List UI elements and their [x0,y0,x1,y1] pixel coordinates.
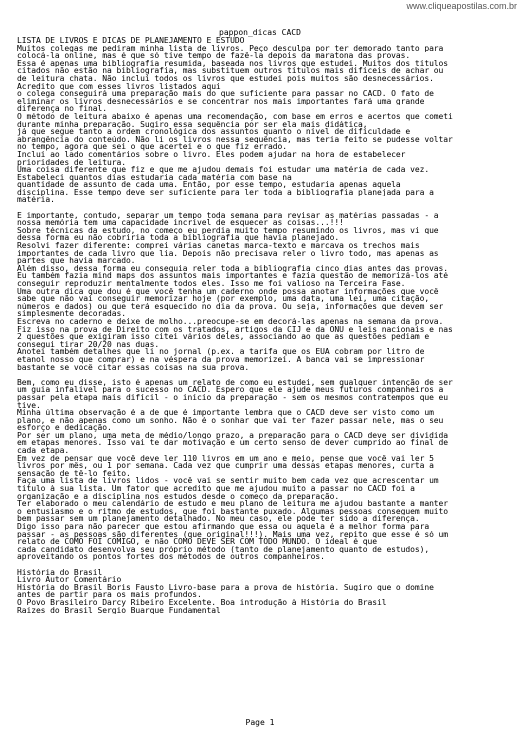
text-line: Por ser um plano, uma meta de médio/longo prazo, a preparação para o CACD deve ser dividida [17,431,449,440]
text-line: Escreva no caderno e deixe de molho...preocupe-se em decorá-las apenas na semana da prova. [17,317,444,326]
text-line: Incluí ao lado comentários sobre o livro. Eles podem ajudar na hora de estabelecer [17,150,406,159]
text-line: o entusiasmo e o ritmo de estudos, que foi bastante puxado. Algumas pessoas conseguem muito [17,507,449,516]
text-line: em etapas menores. Isso vai te dar motivação e um certo senso de dever cumprido ao final de [17,439,449,448]
text-line: Além disso, dessa forma eu conseguia reler toda a bibliografia cinco dias antes das provas. [17,264,449,273]
text-line: matéria. [17,196,55,205]
text-line: etanol nosso que comprar) e na véspera da prova memorizei. A banca vai se impressionar [17,355,425,364]
text-line: Estabeleci quantos dias estudaria cada matéria com base na [17,173,292,182]
text-line: dessa forma eu não cobriria toda a bibliografia que havia planejado. [17,234,340,243]
text-line: 2 questões que exigiram isso citei vários deles, associando ao que as questões pediam e [17,333,430,341]
text-line: bastante se você citar essas coisas na sua prova. [17,363,250,372]
text-line: diferença no final. [17,105,107,113]
text-line: plano, e não apenas como um sonho. Não é o sonhar que vai ter fazer passar nele, mas o seu [17,416,444,425]
text-line: Essa é apenas uma bibliografia resumida, baseada nos livros que estudei. Muitos dos títulos [17,59,449,68]
text-line: eliminar os livros desnecessários e se concentrar nos mais importantes fará uma grande [17,97,425,106]
text-line: quantidade de assunto de cada uma. Então, por esse tempo, estudaria apenas aquela [17,181,401,189]
text-line: organização e a disciplina nos estudos desde o começo da preparação. [17,492,340,501]
text-line: Uma coisa diferente que fiz e que me ajudou demais foi estudar uma matéria de cada vez. [17,166,430,174]
text-line: nossa memória tem uma capacidade incrível de esquecer as coisas...!!! [17,219,344,227]
text-line: já que segue tanto a ordem cronológica dos assuntos quanto o nível de dificuldade e [17,128,411,136]
text-line: O método de leitura abaixo é apenas uma recomendação, com base em erros e acertos que cometi [17,112,453,121]
text-line: Anotei também detalhes que li no jornal (p.ex. a tarifa que os EUA cobram por litro de [17,348,425,356]
paragraph-gap [17,561,509,569]
text-line: livros por mês, ou 1 por semana. Cada vez que cumprir uma dessas etapas menores, curta a [17,462,434,470]
text-line: História do Brasil [17,568,103,577]
text-line: Bem, como eu disse, isto é apenas um relato de como eu estudei, sem qualquer intenção de ser [17,378,453,387]
text-line: consegui tirar 20/20 nas duas. [17,340,160,349]
text-line: passar - as pessoas são diferentes (que original!!!). Mais uma vez, repito que esse é só um [17,530,449,539]
text-line: cada etapa. [17,447,70,455]
text-line: Sobre técnicas da estudo, no começo eu perdia muito tempo resumindo os livros, mas vi que [17,226,439,235]
text-line: no tempo, agora que sei o que acertei e o que fiz errado. [17,143,287,151]
document-title: pappon_dicas CACD [219,28,301,37]
site-url[interactable]: www.cliqueapostilas.com.br [406,1,517,11]
text-line: Eu também fazia mind maps dos assuntos mais importantes e fazia questão de memorizá-los até [17,272,449,280]
text-line: Digo isso para não parecer que estou afirmando que essa ou aquela é a melhor forma para [17,523,430,531]
text-line: passar pela etapa mais difícil - o início da preparação - sem os mesmos contratempos que eu [17,393,449,402]
text-line: Faça uma lista de livros lidos - você vai se sentir muito bem cada vez que acrescentar um [17,477,439,486]
text-line: esforço e dedicação. [17,424,112,432]
text-line: citados não estão na bibliografia, mas substituem outros títulos mais difíceis de achar ou [17,67,444,75]
text-line: colocá-la online, mas é que só tive tempo de fazê-la depois da maratona das provas. [17,52,411,60]
text-line: O Povo Brasileiro Darcy Ribeiro Excelente. Boa introdução à História do Brasil [17,598,387,607]
text-line: É importante, contudo, separar um tempo toda semana para revisar as matérias passadas - a [17,211,439,220]
text-line: prioridades de leitura. [17,158,126,167]
paragraph-gap [17,371,509,379]
paragraph-gap [17,204,509,212]
text-line: importantes de cada livro que lia. Depois não precisava reler o livro todo, mas apenas as [17,249,439,258]
text-line: sensação de tê-lo feito. [17,469,131,478]
text-line: tive. [17,401,41,410]
text-line: Ter elaborado o meu calendário de estudo e meu plano de leitura me ajudou bastante a manter [17,500,449,508]
document-body [17,37,509,614]
text-line: conseguir reproduzir mentalmente todos eles. Isso me foi valioso na Terceira Fase. [17,280,406,288]
text-line: Fiz isso na prova de Direito com os tratados, artigos da CIJ e da ONU e leis nacionais e nas [17,325,453,334]
page-number: Page 1 [245,718,275,727]
text-line: durante minha preparação. Sugiro essa sequência por ser ela mais didática, [17,120,368,129]
text-line: História do Brasil Boris Fausto Livro-base para a prova de história. Sugiro que o domine [17,583,434,592]
text-line: Acredito que com esses livros listados aqui [17,82,221,91]
text-line: Em vez de pensar que você deve ler 110 livros em um ano e meio, pense que você vai ler 5 [17,454,434,463]
text-line: um guia infalível para o sucesso no CACD. Espero que ele ajude meus futuros companheiros a [17,386,444,394]
text-line: simplesmente decoradas. [17,310,126,318]
text-line: Minha última observação é a de que é importante lembra que o CACD deve ser visto como um [17,409,434,417]
text-line: Livro Autor Comentário [17,576,122,584]
text-line: Muitos colegas me pediram minha lista de livros. Peço desculpa por ter demorado tanto para [17,44,444,53]
text-line: aproveitando os pontos fortes dos métodos de outros companheiros. [17,553,325,561]
text-line: de leitura chata. Não incluí todos os livros que estudei pois muitos são desnecessários. [17,74,434,83]
text-line: disciplina. Esse tempo deve ser suficiente para ler toda a bibliografia planejada para a [17,188,434,197]
text-line: relato de COMO FOI COMIGO, e não COMO DEVE SER COM TODO MUNDO. O ideal é que [17,538,377,546]
text-line: números e dados) ou que terá esquecido no dia da prova. Ou seja, informações que devem ser [17,302,444,311]
text-line: abrangência do conteúdo. Não li os livros nessa sequência, mas teria feito se pudesse voltar [17,135,453,144]
text-line: sabe que não vai conseguir memorizar hoje (por exemplo, uma data, uma lei, uma citação, [17,295,430,303]
text-line: bem passar sem um planejamento detalhado. No meu caso, ele pode ter sido a diferença. [17,515,420,523]
text-line: Raízes do Brasil Sergio Buarque Fundamental [17,606,221,615]
text-line: título à sua lista. Um fator que acredito que me ajudou muito a passar no CACD foi a [17,485,415,493]
text-line: Uma outra dica que dou é que você tenha um caderno onde possa anotar informações que você [17,287,439,296]
text-line: Resolvi fazer diferente: comprei várias canetas marca-texto e marcava os trechos mais [17,242,420,250]
text-line: o colega conseguirá uma preparação mais do que suficiente para passar no CACD. O fato de [17,90,434,98]
text-line: LISTA DE LIVROS E DICAS DE PLANEJAMENTO E ESTUDO [17,37,245,45]
text-line: partes que havia marcado. [17,257,136,265]
text-line: cada candidato desenvolva seu próprio método (tanto de planejamento quanto de estudos), [17,545,430,554]
text-line: antes de partir para os mais profundos. [17,591,202,599]
